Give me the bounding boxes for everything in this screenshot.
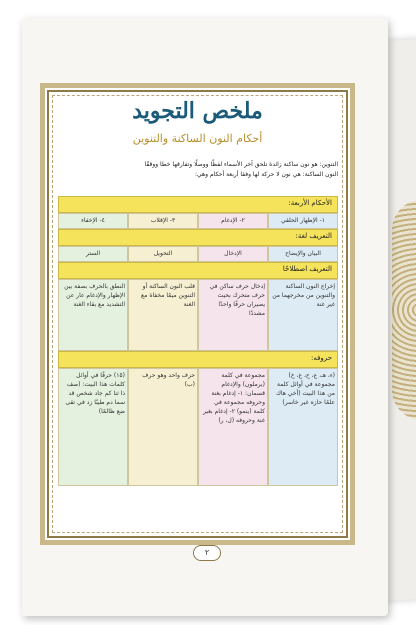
- term-cell-1: إخراج النون الساكنة والتنوين من مخرجهما من غير غنة: [268, 279, 338, 351]
- rules-table: [58, 196, 338, 486]
- letters-row: [58, 368, 338, 486]
- lang-row: [58, 246, 338, 262]
- intro-line-2: النون الساكنة: هي نون لا حركة لها وفقا أربعة أحكام وهي:: [194, 171, 338, 178]
- intro-line-1: التنوين: هو نون ساكنة زائدة تلحق آخر الأسماء لفظًا ووصلًا وتفارقها خطا ووقفًا: [144, 161, 338, 168]
- term-header: التعريف اصطلاحًا: [58, 262, 338, 279]
- rules-header: الأحكام الأربعة:: [58, 196, 338, 213]
- rule-cell-2: ٢- الإدغام: [198, 213, 268, 229]
- lang-cell-3: التحويل: [128, 246, 198, 262]
- letters-cell-1: (ء، هـ، ع، ح، غ، خ) مجموعة في أوائل كلمة من هذا البيت (أخي هاك علمًا حازه غير خاسر): [268, 368, 338, 486]
- page-number: ٢: [193, 545, 221, 561]
- lang-cell-4: الستر: [58, 246, 128, 262]
- rule-cell-3: ٣- الإقلاب: [128, 213, 198, 229]
- page-subtitle: أحكام النون الساكنة والتنوين: [132, 132, 263, 145]
- letters-cell-2: مجموعة في كلمة (يرملون) والإدغام قسمان: ١- إدغام بغنة وحروفه مجموعة في كلمة (ينمو) ٢- إدغام بغير غنة وحروفه (ل، ر): [198, 368, 268, 486]
- term-cell-3: قلب النون الساكنة أو التنوين ميمًا مخفاة مع الغنة: [128, 279, 198, 351]
- term-cell-2: إدخال حرف ساكن في حرف متحرك بحيث يصيران حرفًا واحدًا مشددًا: [198, 279, 268, 351]
- page-title: ملخص التجويد: [132, 98, 263, 124]
- intro-text: [58, 160, 338, 180]
- letters-header: حروفه:: [58, 351, 338, 368]
- term-cell-4: النطق بالحرف بصفة بين الإظهار والإدغام عار عن التشديد مع بقاء الغنة: [58, 279, 128, 351]
- letters-cell-4: (١٥) حرفًا في أوائل كلمات هذا البيت: (صف ذا ثنا كم جاد شخص قد سما دم طيبًا زد في تقى ضع ظالمًا): [58, 368, 128, 486]
- term-row: [58, 279, 338, 351]
- letters-cell-3: حرف واحد وهو حرف (ب): [128, 368, 198, 486]
- ornament-pattern-icon: [392, 200, 416, 420]
- lang-header: التعريف لغة:: [58, 229, 338, 246]
- rules-row: [58, 213, 338, 229]
- rule-cell-1: ١- الإظهار الحلقي: [268, 213, 338, 229]
- lang-cell-2: الإدخال: [198, 246, 268, 262]
- rule-cell-4: ٤- الإخفاء: [58, 213, 128, 229]
- lang-cell-1: البيان والإيضاح: [268, 246, 338, 262]
